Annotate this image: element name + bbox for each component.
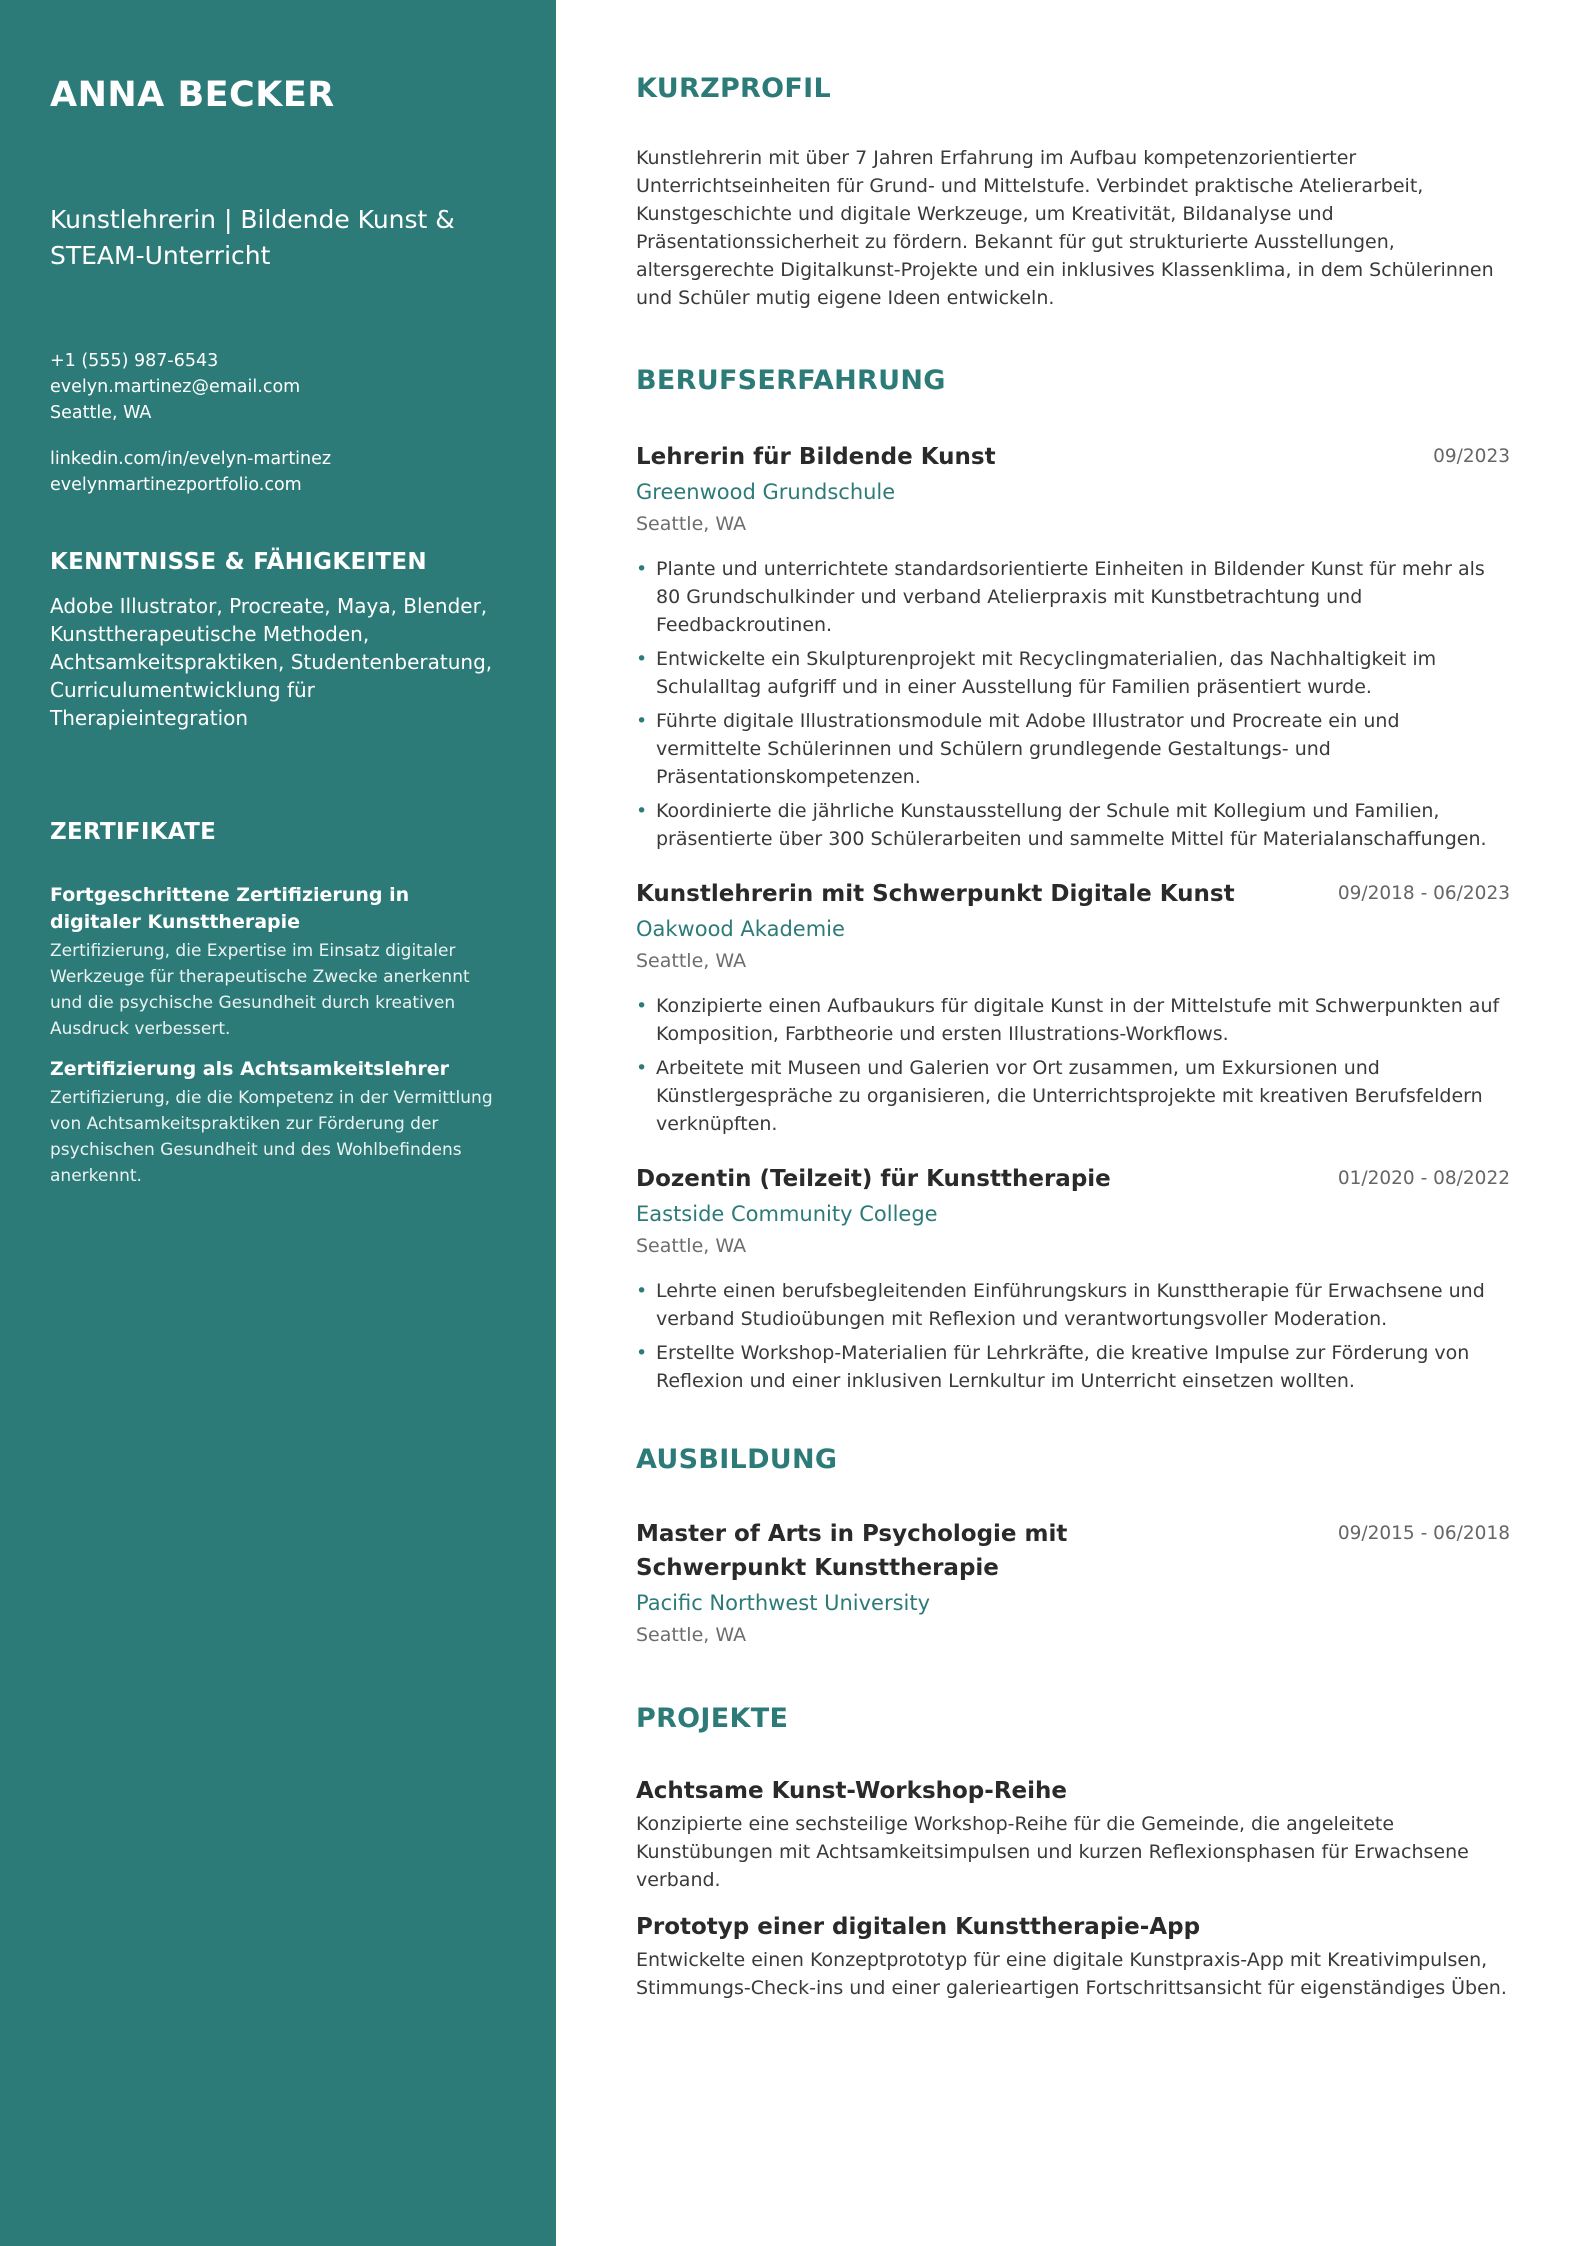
certificate-name: Zertifizierung als Achtsamkeitslehrer bbox=[50, 1058, 450, 1080]
certificates-list bbox=[50, 882, 506, 1189]
job-bullet: • Arbeitete mit Museen und Galerien vor Ort zusammen, um Exkursionen und Künstlergespräche zu organisieren, die Unterrichtsprojekte mit kreativen Berufsfeldern verknüpften. bbox=[636, 1054, 1510, 1138]
profile-text: Kunstlehrerin mit über 7 Jahren Erfahrung im Aufbau kompetenzorientierter Unterrichtseinheiten für Grund- und Mittelstufe. Verbindet praktische Atelierarbeit, Kunstgeschichte und digitale Werkzeuge, um Kreativität, Bildanalyse und Präsentationssicherheit zu fördern. Bekannt für gut strukturierte Ausstellungen, altersgerechte Digitalkunst-Projekte und ein inklusives Klassenklima, in dem Schülerinnen und Schüler mutig eigene Ideen entwickeln. bbox=[636, 147, 1494, 309]
project-name: Prototyp einer digitalen Kunsttherapie-App bbox=[636, 1914, 1201, 1940]
job-bullet: • Koordinierte die jährliche Kunstausstellung der Schule mit Kollegium und Familien, präsentierte über 300 Schülerarbeiten und sammelte Mittel für Materialanschaffungen. bbox=[636, 797, 1510, 853]
candidate-name: ANNA BECKER bbox=[50, 75, 335, 115]
job-location: Seattle, WA bbox=[636, 1235, 747, 1257]
job-bullets bbox=[636, 555, 1510, 853]
job-bullet: • Lehrte einen berufsbegleitenden Einführungskurs in Kunsttherapie für Erwachsene und verband Studioübungen mit Reflexion und verantwortungsvoller Moderation. bbox=[636, 1277, 1510, 1333]
candidate-headline: Kunstlehrerin | Bildende Kunst & STEAM-Unterricht bbox=[50, 205, 455, 270]
certificates-heading: ZERTIFIKATE bbox=[50, 819, 217, 845]
job-bullets bbox=[636, 992, 1510, 1138]
contact-block bbox=[50, 348, 506, 498]
contact-location: Seattle, WA bbox=[50, 403, 152, 423]
project-description: Konzipierte eine sechsteilige Workshop-Reihe für die Gemeinde, die angeleitete Kunstübungen mit Achtsamkeitsimpulsen und kurzen Reflexionsphasen für Erwachsene verband. bbox=[636, 1813, 1469, 1891]
job-bullet: • Erstellte Workshop-Materialien für Lehrkräfte, die kreative Impulse zur Förderung von Reflexion und einer inklusiven Lernkultur im Unterricht einsetzen wollten. bbox=[636, 1339, 1510, 1395]
job-date: 09/2023 bbox=[1433, 446, 1510, 467]
job-organization: Oakwood Akademie bbox=[636, 917, 845, 941]
project-description: Entwickelte einen Konzeptprototyp für eine digitale Kunstpraxis-App mit Kreativimpulsen, Stimmungs-Check-ins und einer galerieartigen Fortschrittsansicht für eigenständiges Üben. bbox=[636, 1949, 1507, 1999]
contact-email: evelyn.martinez@email.com bbox=[50, 377, 301, 397]
job-bullet: • Entwickelte ein Skulpturenprojekt mit Recyclingmaterialien, das Nachhaltigkeit im Schulalltag aufgriff und in einer Ausstellung für Familien präsentiert wurde. bbox=[636, 645, 1510, 701]
job-location: Seattle, WA bbox=[636, 513, 747, 535]
contact-linkedin: linkedin.com/in/evelyn-martinez bbox=[50, 449, 332, 469]
job-entry bbox=[636, 1162, 1510, 1395]
job-organization: Eastside Community College bbox=[636, 1202, 938, 1226]
certificate-item bbox=[50, 1056, 506, 1189]
job-entry bbox=[636, 877, 1510, 1138]
certificate-description: Zertifizierung, die Expertise im Einsatz digitaler Werkzeuge für therapeutische Zwecke anerkennt und die psychische Gesundheit durch kreativen Ausdruck verbessert. bbox=[50, 941, 470, 1039]
education-location: Seattle, WA bbox=[636, 1624, 747, 1646]
job-title: Dozentin (Teilzeit) für Kunsttherapie bbox=[636, 1166, 1111, 1192]
job-date: 01/2020 - 08/2022 bbox=[1337, 1168, 1510, 1189]
sidebar bbox=[0, 0, 556, 2246]
job-organization: Greenwood Grundschule bbox=[636, 480, 896, 504]
job-entry bbox=[636, 440, 1510, 853]
experience-heading: BERUFSERFAHRUNG bbox=[636, 365, 946, 396]
contact-portfolio: evelynmartinezportfolio.com bbox=[50, 475, 302, 495]
education-heading: AUSBILDUNG bbox=[636, 1444, 838, 1475]
project-entry bbox=[636, 1774, 1510, 1894]
profile-section bbox=[636, 70, 1510, 312]
job-bullet: • Konzipierte einen Aufbaukurs für digitale Kunst in der Mittelstufe mit Schwerpunkten auf Komposition, Farbtheorie und ersten Illustrations-Workflows. bbox=[636, 992, 1510, 1048]
job-location: Seattle, WA bbox=[636, 950, 747, 972]
education-degree: Master of Arts in Psychologie mit Schwerpunkt Kunsttherapie bbox=[636, 1521, 1068, 1581]
job-bullet: • Führte digitale Illustrationsmodule mit Adobe Illustrator und Procreate ein und vermittelte Schülerinnen und Schülern grundlegende Gestaltungs- und Präsentationskompetenzen. bbox=[636, 707, 1510, 791]
experience-section bbox=[636, 362, 1510, 1395]
job-title: Lehrerin für Bildende Kunst bbox=[636, 444, 996, 470]
education-date: 09/2015 - 06/2018 bbox=[1337, 1523, 1510, 1544]
projects-list bbox=[636, 1774, 1510, 2002]
job-title: Kunstlehrerin mit Schwerpunkt Digitale Kunst bbox=[636, 881, 1235, 907]
projects-heading: PROJEKTE bbox=[636, 1703, 789, 1734]
project-entry bbox=[636, 1910, 1510, 2002]
education-school: Pacific Northwest University bbox=[636, 1591, 931, 1615]
main-content bbox=[556, 0, 1588, 2246]
project-name: Achtsame Kunst-Workshop-Reihe bbox=[636, 1778, 1067, 1804]
skills-text: Adobe Illustrator, Procreate, Maya, Blender, Kunsttherapeutische Methoden, Achtsamkeitspraktiken, Studentenberatung, Curriculumentwicklung für Therapieintegration bbox=[50, 594, 493, 730]
job-bullet: • Plante und unterrichtete standardsorientierte Einheiten in Bildender Kunst für mehr als 80 Grundschulkinder und verband Atelierpraxis mit Kunstbetrachtung und Feedbackroutinen. bbox=[636, 555, 1510, 639]
job-bullets bbox=[636, 1277, 1510, 1395]
projects-section bbox=[636, 1700, 1510, 2002]
certificate-name: Fortgeschrittene Zertifizierung in digitaler Kunsttherapie bbox=[50, 884, 410, 933]
education-section bbox=[636, 1441, 1510, 1650]
skills-heading: KENNTNISSE & FÄHIGKEITEN bbox=[50, 549, 427, 575]
certificate-item bbox=[50, 882, 506, 1042]
contact-phone: +1 (555) 987-6543 bbox=[50, 351, 219, 371]
education-entry bbox=[636, 1517, 1510, 1650]
contact-spacer bbox=[50, 426, 506, 446]
profile-heading: KURZPROFIL bbox=[636, 73, 831, 104]
job-date: 09/2018 - 06/2023 bbox=[1337, 883, 1510, 904]
certificate-description: Zertifizierung, die die Kompetenz in der Vermittlung von Achtsamkeitspraktiken zur Förderung der psychischen Gesundheit und des Wohlbefindens anerkennt. bbox=[50, 1088, 493, 1186]
